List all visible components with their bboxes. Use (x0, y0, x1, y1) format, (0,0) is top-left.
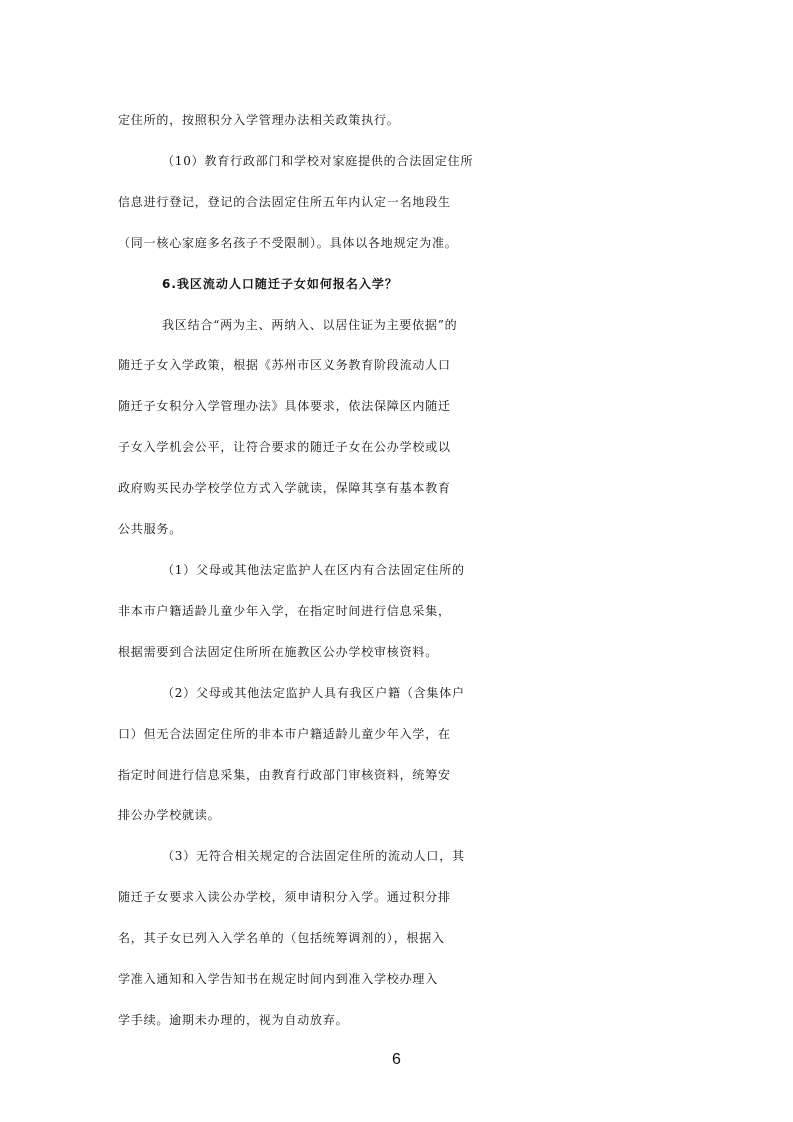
page-number: 6 (392, 1051, 401, 1068)
paragraph-line: （3）无符合相关规定的合法固定住所的流动人口，其 (162, 849, 465, 863)
paragraph-line: （1）父母或其他法定监护人在区内有合法固定住所的 (162, 563, 465, 577)
paragraph-line: 信息进行登记，登记的合法固定住所五年内认定一名地段生 (118, 195, 451, 209)
paragraph-line: 学手续。逾期未办理的，视为自动放弃。 (118, 1013, 349, 1027)
paragraph-line: （2）父母或其他法定监护人具有我区户籍（含集体户 (162, 686, 465, 700)
paragraph-line: 政府购买民办学校学位方式入学就读，保障其享有基本教育 (118, 481, 451, 495)
paragraph-line: 随迁子女积分入学管理办法》具体要求，依法保障区内随迁 (118, 399, 451, 413)
paragraph-line: 学准入通知和入学告知书在规定时间内到准入学校办理入 (118, 972, 439, 986)
paragraph-line: 随迁子女要求入读公办学校，须申请积分入学。通过积分排 (118, 890, 451, 904)
paragraph-line: 指定时间进行信息采集，由教育行政部门审核资料，统筹安 (118, 768, 451, 782)
paragraph-line: 我区结合“两为主、两纳入、以居住证为主要依据”的 (162, 318, 458, 332)
section-heading: 6.我区流动人口随迁子女如何报名入学？ (162, 277, 398, 291)
paragraph-line: （同一核心家庭多名孩子不受限制）。具体以各地规定为准。 (118, 236, 458, 250)
paragraph-line: 公共服务。 (118, 522, 183, 536)
paragraph-line: 随迁子女入学政策，根据《苏州市区义务教育阶段流动人口 (118, 358, 451, 372)
paragraph-line: 名，其子女已列入入学名单的（包括统筹调剂的），根据入 (118, 931, 445, 945)
paragraph-line: 非本市户籍适龄儿童少年入学，在指定时间进行信息采集， (118, 604, 451, 618)
paragraph-line: 排公办学校就读。 (118, 808, 221, 822)
paragraph-line: 子女入学机会公平，让符合要求的随迁子女在公办学校或以 (118, 440, 451, 454)
paragraph-line: 定住所的，按照积分入学管理办法相关政策执行。 (118, 113, 400, 127)
paragraph-line: （10）教育行政部门和学校对家庭提供的合法固定住所 (162, 154, 474, 168)
paragraph-line: 口）但无合法固定住所的非本市户籍适龄儿童少年入学，在 (118, 727, 451, 741)
paragraph-line: 根据需要到合法固定住所所在施教区公办学校审核资料。 (118, 645, 439, 659)
